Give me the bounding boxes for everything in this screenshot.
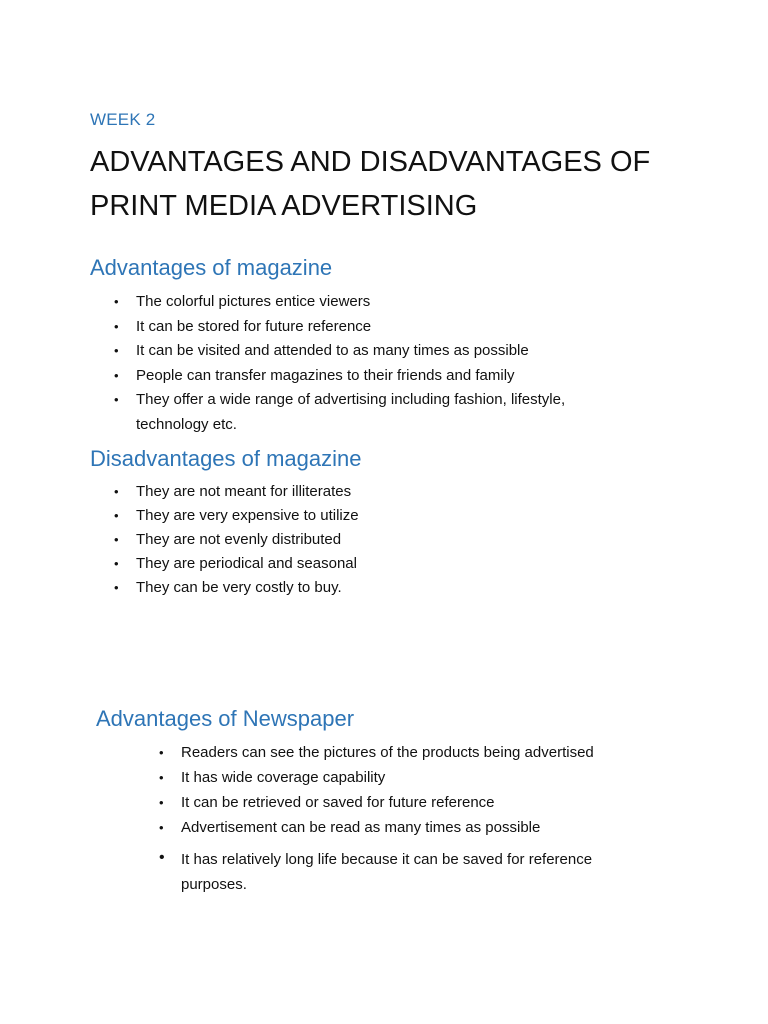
section-heading-newspaper-advantages: Advantages of Newspaper bbox=[96, 706, 355, 731]
bullet-icon: • bbox=[159, 745, 164, 760]
list-item: • People can transfer magazines to their friends and family bbox=[136, 364, 636, 389]
list-magazine-advantages bbox=[114, 290, 636, 437]
bullet-icon: • bbox=[114, 318, 119, 334]
bullet-icon: • bbox=[114, 484, 119, 499]
list-magazine-disadvantages bbox=[114, 480, 636, 600]
section-heading-magazine-advantages: Advantages of magazine bbox=[90, 255, 333, 280]
list-item: • The colorful pictures entice viewers bbox=[136, 290, 636, 315]
list-item: • It has wide coverage capability bbox=[181, 765, 661, 790]
bullet-icon: • bbox=[114, 392, 119, 407]
list-newspaper-advantages bbox=[159, 740, 661, 897]
list-item: • It can be stored for future reference bbox=[136, 315, 636, 340]
list-item: • They are very expensive to utilize bbox=[136, 504, 636, 528]
bullet-icon: • bbox=[114, 508, 119, 523]
list-item: • They can be very costly to buy. bbox=[136, 576, 636, 600]
list-item: • Advertisement can be read as many times as possible bbox=[181, 815, 661, 840]
bullet-icon: • bbox=[159, 820, 164, 835]
page-title: ADVANTAGES AND DISADVANTAGES OF PRINT MEDIA ADVERTISING bbox=[90, 146, 651, 222]
list-item: • It has relatively long life because it can be saved for reference purposes. bbox=[181, 847, 661, 897]
week-label: WEEK 2 bbox=[90, 110, 156, 129]
bullet-icon: • bbox=[114, 367, 119, 383]
list-item: • They are not meant for illiterates bbox=[136, 480, 636, 504]
bullet-icon: • bbox=[114, 532, 119, 547]
list-item: • They are not evenly distributed bbox=[136, 528, 636, 552]
bullet-icon: • bbox=[114, 556, 119, 571]
list-item: • Readers can see the pictures of the products being advertised bbox=[181, 740, 661, 765]
list-item: • They are periodical and seasonal bbox=[136, 552, 636, 576]
bullet-icon: • bbox=[114, 294, 119, 309]
list-item: • It can be retrieved or saved for future reference bbox=[181, 790, 661, 815]
bullet-icon: • bbox=[114, 343, 119, 358]
list-item: • It can be visited and attended to as many times as possible bbox=[136, 339, 636, 364]
list-item: • They offer a wide range of advertising including fashion, lifestyle, technology etc. bbox=[136, 388, 636, 437]
bullet-icon: • bbox=[114, 580, 119, 595]
bullet-icon: • bbox=[159, 770, 164, 785]
section-heading-magazine-disadvantages: Disadvantages of magazine bbox=[90, 446, 362, 471]
bullet-icon: • bbox=[159, 795, 164, 810]
bullet-icon: • bbox=[159, 849, 165, 866]
